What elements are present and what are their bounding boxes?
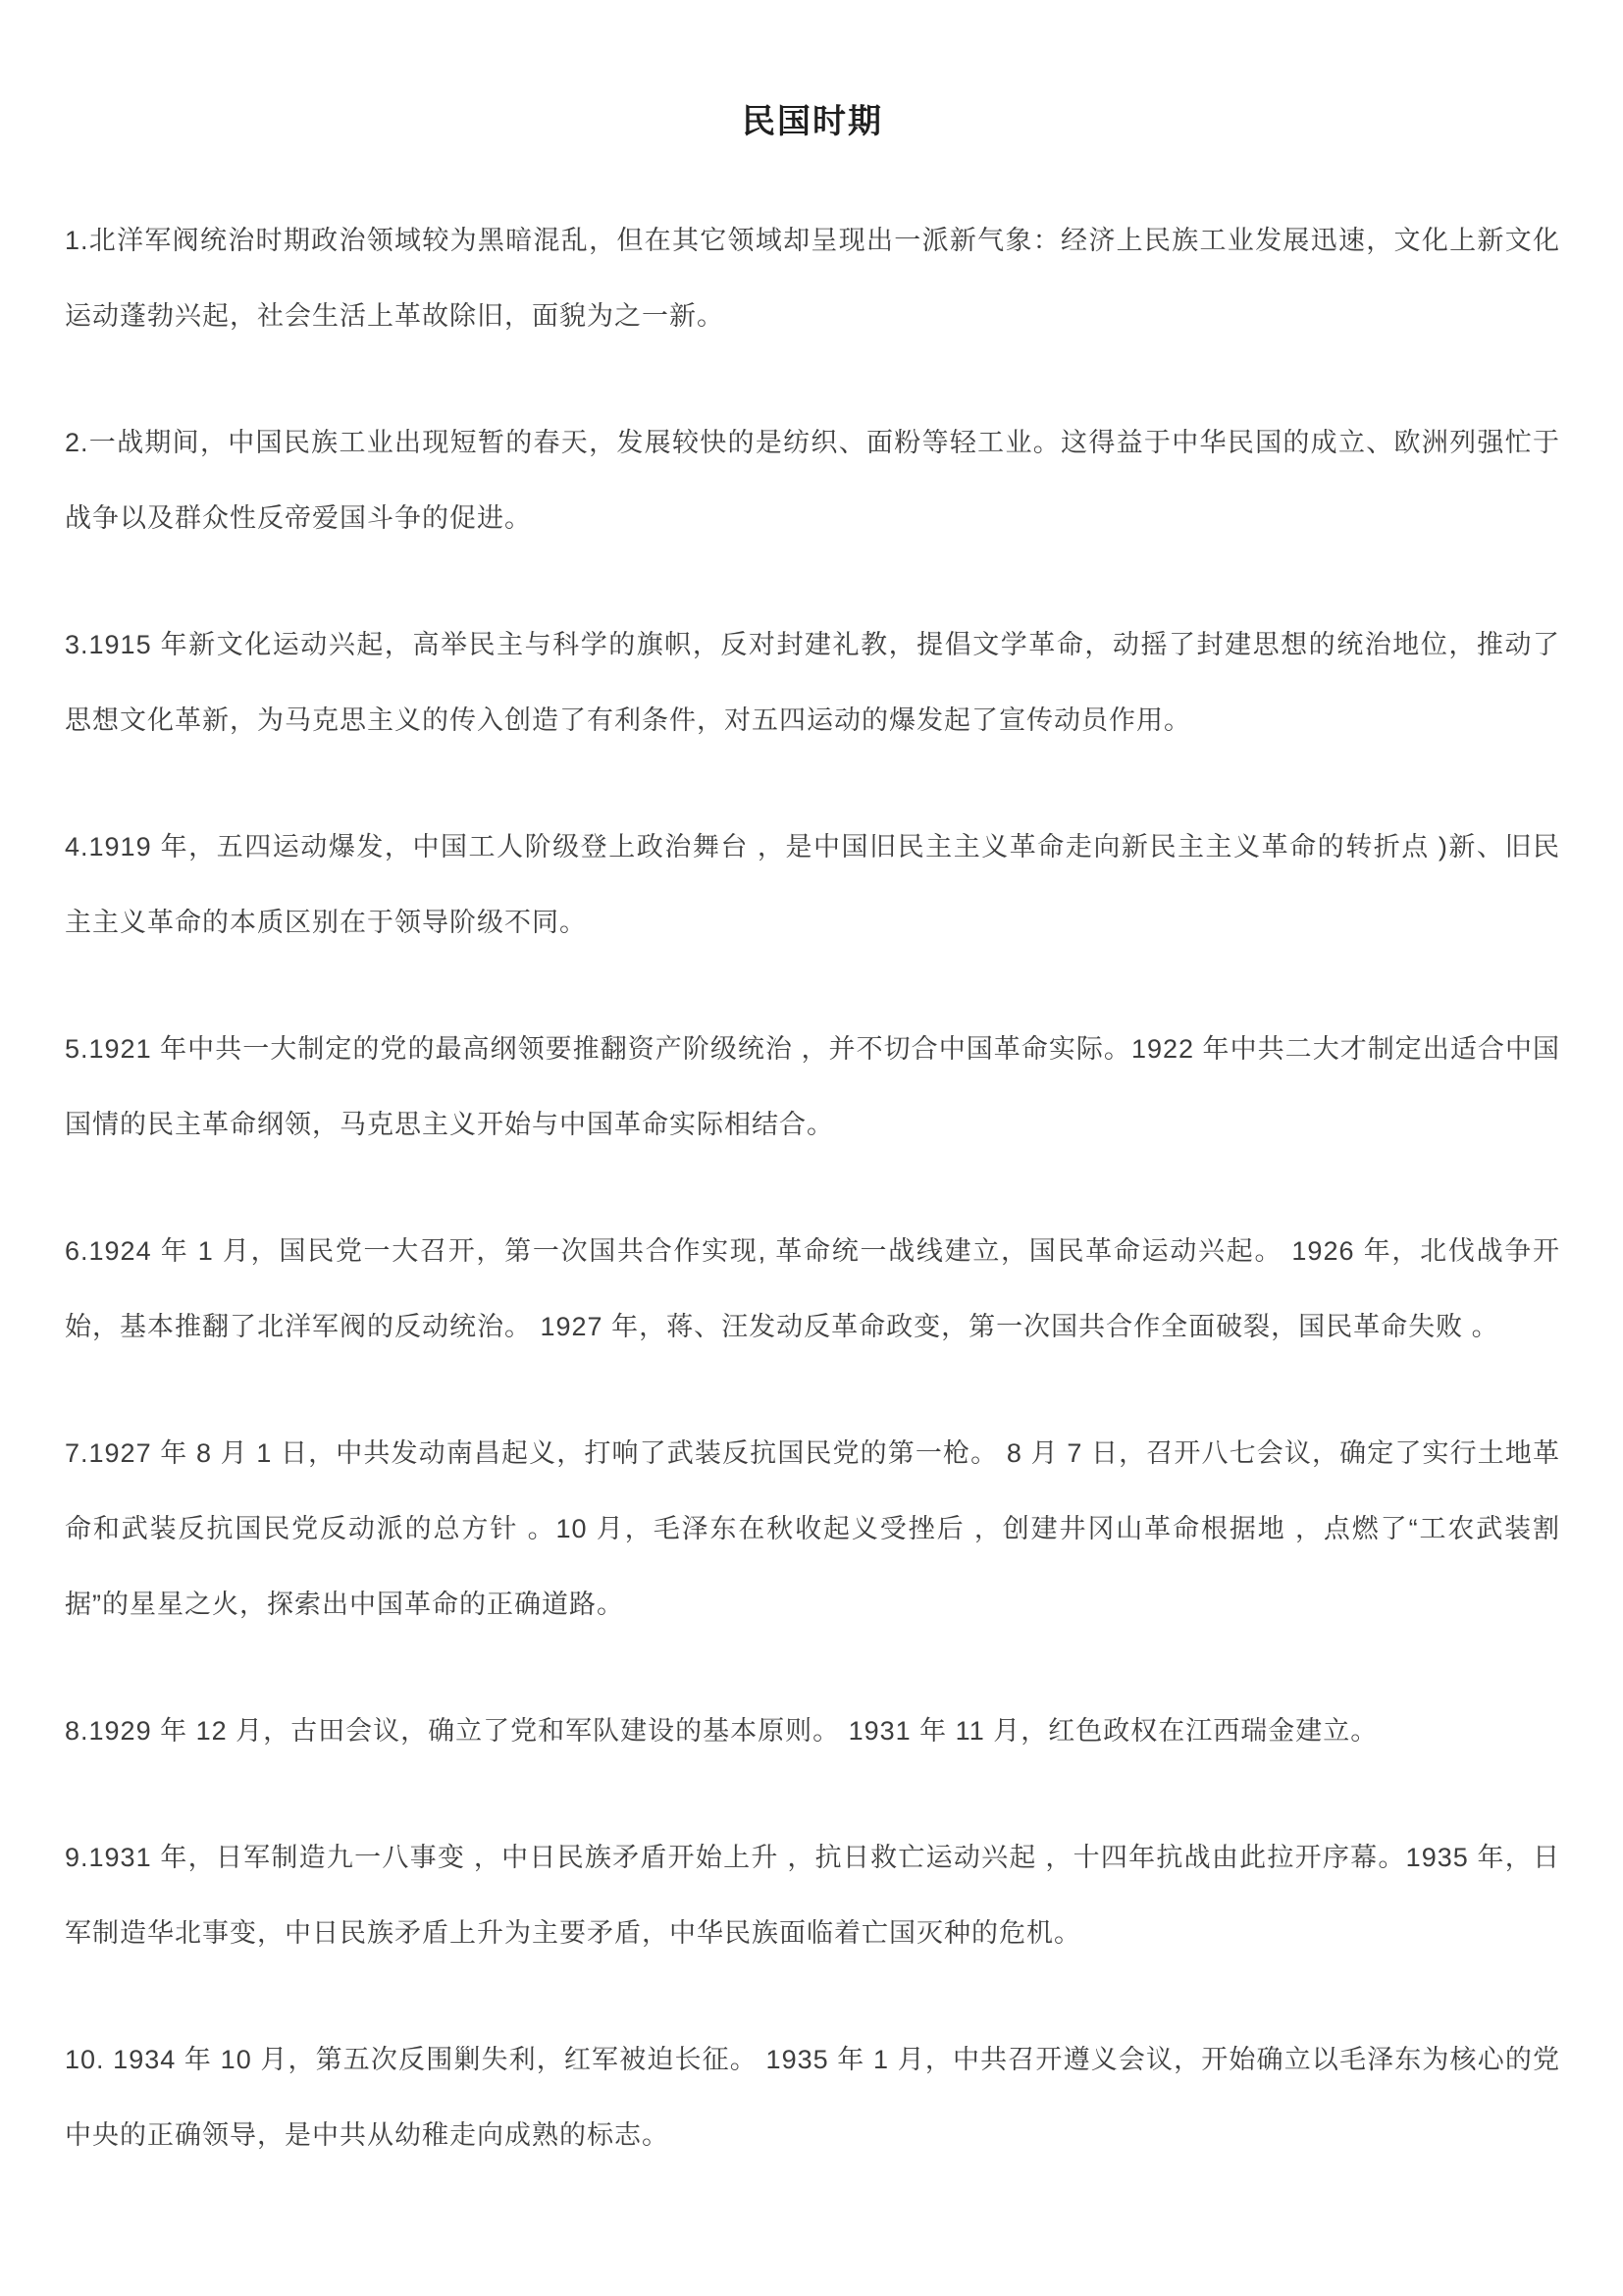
document-body bbox=[65, 203, 1560, 2173]
paragraph-1: 1.北洋军阀统治时期政治领域较为黑暗混乱，但在其它领域却呈现出一派新气象：经济上民族工业发展迅速，文化上新文化运动蓬勃兴起，社会生活上革故除旧，面貌为之一新。 bbox=[65, 226, 1560, 331]
paragraph-4: 4.1919 年，五四运动爆发，中国工人阶级登上政治舞台 ，是中国旧民主主义革命走向新民主主义革命的转折点 )新、旧民主主义革命的本质区别在于领导阶级不同。 bbox=[65, 832, 1560, 937]
paragraph-9: 9.1931 年，日军制造九一八事变 ，中日民族矛盾开始上升 ，抗日救亡运动兴起 ，十四年抗战由此拉开序幕。1935 年，日军制造华北事变，中日民族矛盾上升为主要矛盾，中华民族面临着亡国灭种的危机。 bbox=[65, 1843, 1560, 1948]
paragraph-5: 5.1921 年中共一大制定的党的最高纲领要推翻资产阶级统治 ，并不切合中国革命实际。1922 年中共二大才制定出适合中国国情的民主革命纲领，马克思主义开始与中国革命实际相结合。 bbox=[65, 1034, 1560, 1139]
paragraph-6: 6.1924 年 1 月，国民党一大召开，第一次国共合作实现, 革命统一战线建立，国民革命运动兴起。 1926 年，北伐战争开始，基本推翻了北洋军阀的反动统治。 1927 年，蒋、汪发动反革命政变，第一次国共合作全面破裂，国民革命失败 。 bbox=[65, 1236, 1560, 1341]
page-title: 民国时期 bbox=[742, 103, 883, 140]
paragraph-3: 3.1915 年新文化运动兴起，高举民主与科学的旗帜，反对封建礼教，提倡文学革命，动摇了封建思想的统治地位，推动了思想文化革新，为马克思主义的传入创造了有利条件，对五四运动的爆发起了宣传动员作用。 bbox=[65, 630, 1560, 735]
paragraph-8: 8.1929 年 12 月，古田会议，确立了党和军队建设的基本原则。 1931 年 11 月，红色政权在江西瑞金建立。 bbox=[65, 1716, 1379, 1746]
paragraph-7: 7.1927 年 8 月 1 日，中共发动南昌起义，打响了武装反抗国民党的第一枪。 8 月 7 日，召开八七会议，确定了实行土地革命和武装反抗国民党反动派的总方针 。10 月，毛泽东在秋收起义受挫后 ，创建井冈山革命根据地 ，点燃了“工农武装割据”的星星之火，探索出中国革命的正确道路。 bbox=[65, 1438, 1560, 1619]
paragraph-10: 10. 1934 年 10 月，第五次反围剿失利，红军被迫长征。 1935 年 1 月，中共召开遵义会议，开始确立以毛泽东为核心的党中央的正确领导，是中共从幼稚走向成熟的标志。 bbox=[65, 2045, 1560, 2150]
paragraph-2: 2.一战期间，中国民族工业出现短暂的春天，发展较快的是纺织、面粉等轻工业。这得益于中华民国的成立、欧洲列强忙于战争以及群众性反帝爱国斗争的促进。 bbox=[65, 428, 1560, 533]
